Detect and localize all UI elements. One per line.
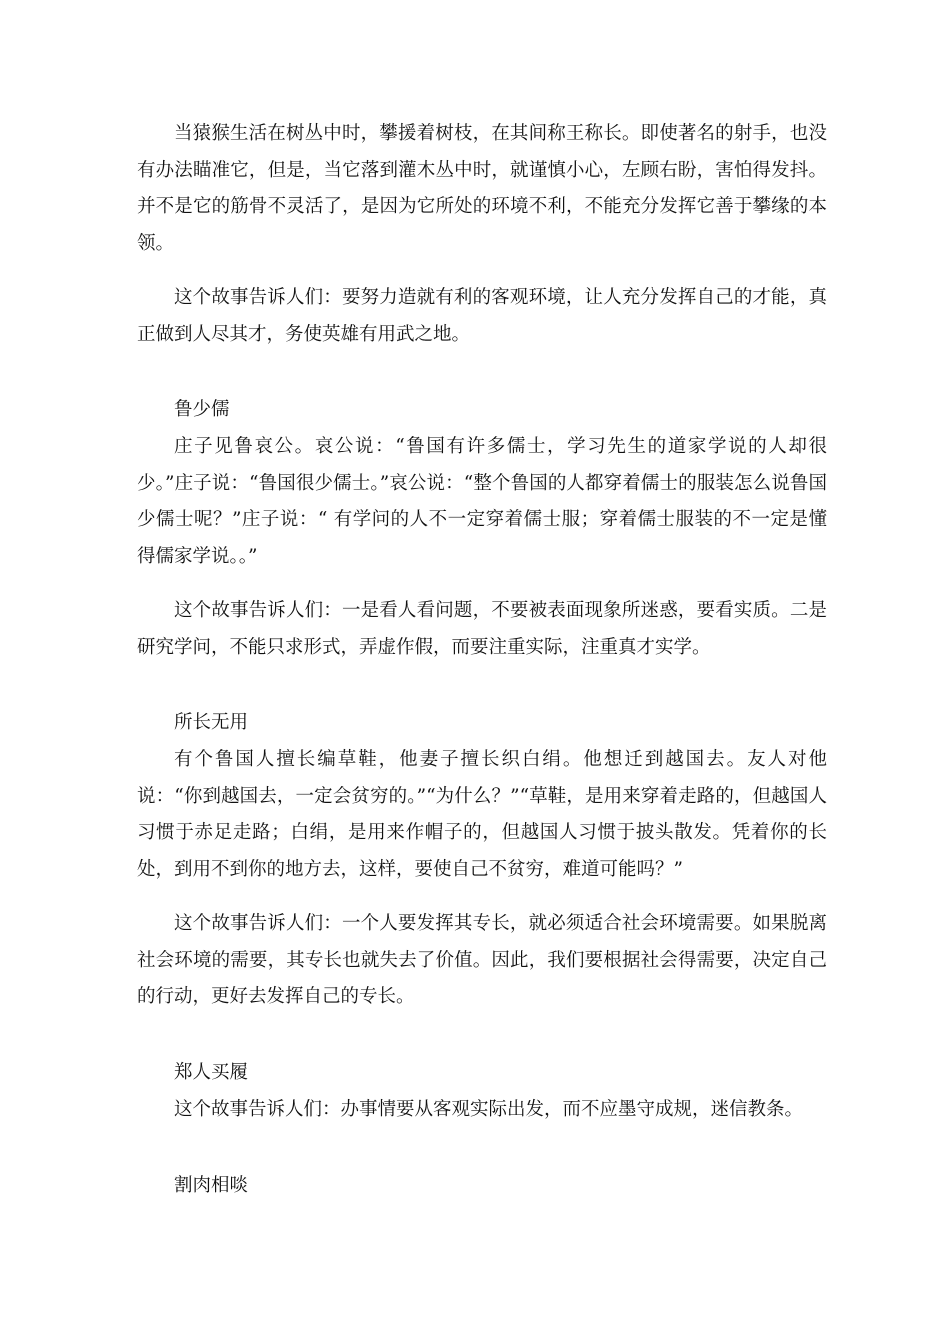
section-title-lu-shao-ru: 鲁少儒: [174, 399, 230, 420]
paragraph-lu-moral: 这个故事告诉人们：一是看人看问题，不要被表面现象所迷惑，要看实质。二是研究学问，不能只求形式，弄虚作假，而要注重实际，注重真才实学。: [137, 600, 827, 658]
paragraph-zheng-moral: 这个故事告诉人们：办事情要从客观实际出发，而不应墨守成规，迷信教条。: [174, 1099, 804, 1120]
paragraph-lu-story: 庄子见鲁哀公。哀公说：“鲁国有许多儒士，学习先生的道家学说的人却很少。”庄子说：“鲁国很少儒士。”哀公说：“整个鲁国的人都穿着儒士的服装怎么说鲁国少儒士呢？”庄子说：“ 有学问的人不一定穿着儒士服；穿着儒士服装的不一定是懂得儒家学说。。”: [137, 436, 827, 567]
section-title-ge-rou-xiang-dan: 割肉相啖: [174, 1175, 249, 1196]
section-title-zheng-ren-mai-lv: 郑人买履: [174, 1062, 249, 1083]
section-title-suo-chang-wu-yong: 所长无用: [174, 712, 249, 733]
paragraph-monkey-moral: 这个故事告诉人们：要努力造就有利的客观环境，让人充分发挥自己的才能，真正做到人尽其才，务使英雄有用武之地。: [137, 287, 827, 345]
paragraph-suo-moral: 这个故事告诉人们：一个人要发挥其专长，就必须适合社会环境需要。如果脱离社会环境的需要，其专长也就失去了价值。因此，我们要根据社会得需要，决定自己的行动，更好去发挥自己的专长。: [137, 913, 827, 1007]
paragraph-suo-story: 有个鲁国人擅长编草鞋，他妻子擅长织白绢。他想迁到越国去。友人对他说：“你到越国去，一定会贫穷的。”“为什么？”“草鞋，是用来穿着走路的，但越国人习惯于赤足走路；白绢，是用来作帽子的，但越国人习惯于披头散发。凭着你的长处，到用不到你的地方去，这样，要使自己不贫穷，难道可能吗？”: [137, 749, 827, 880]
paragraph-monkey-story: 当猿猴生活在树丛中时，攀援着树枝，在其间称王称长。即使著名的射手，也没有办法瞄准它，但是，当它落到灌木丛中时，就谨慎小心，左顾右盼，害怕得发抖。并不是它的筋骨不灵活了，是因为它所处的环境不利，不能充分发挥它善于攀缘的本领。: [137, 123, 827, 254]
